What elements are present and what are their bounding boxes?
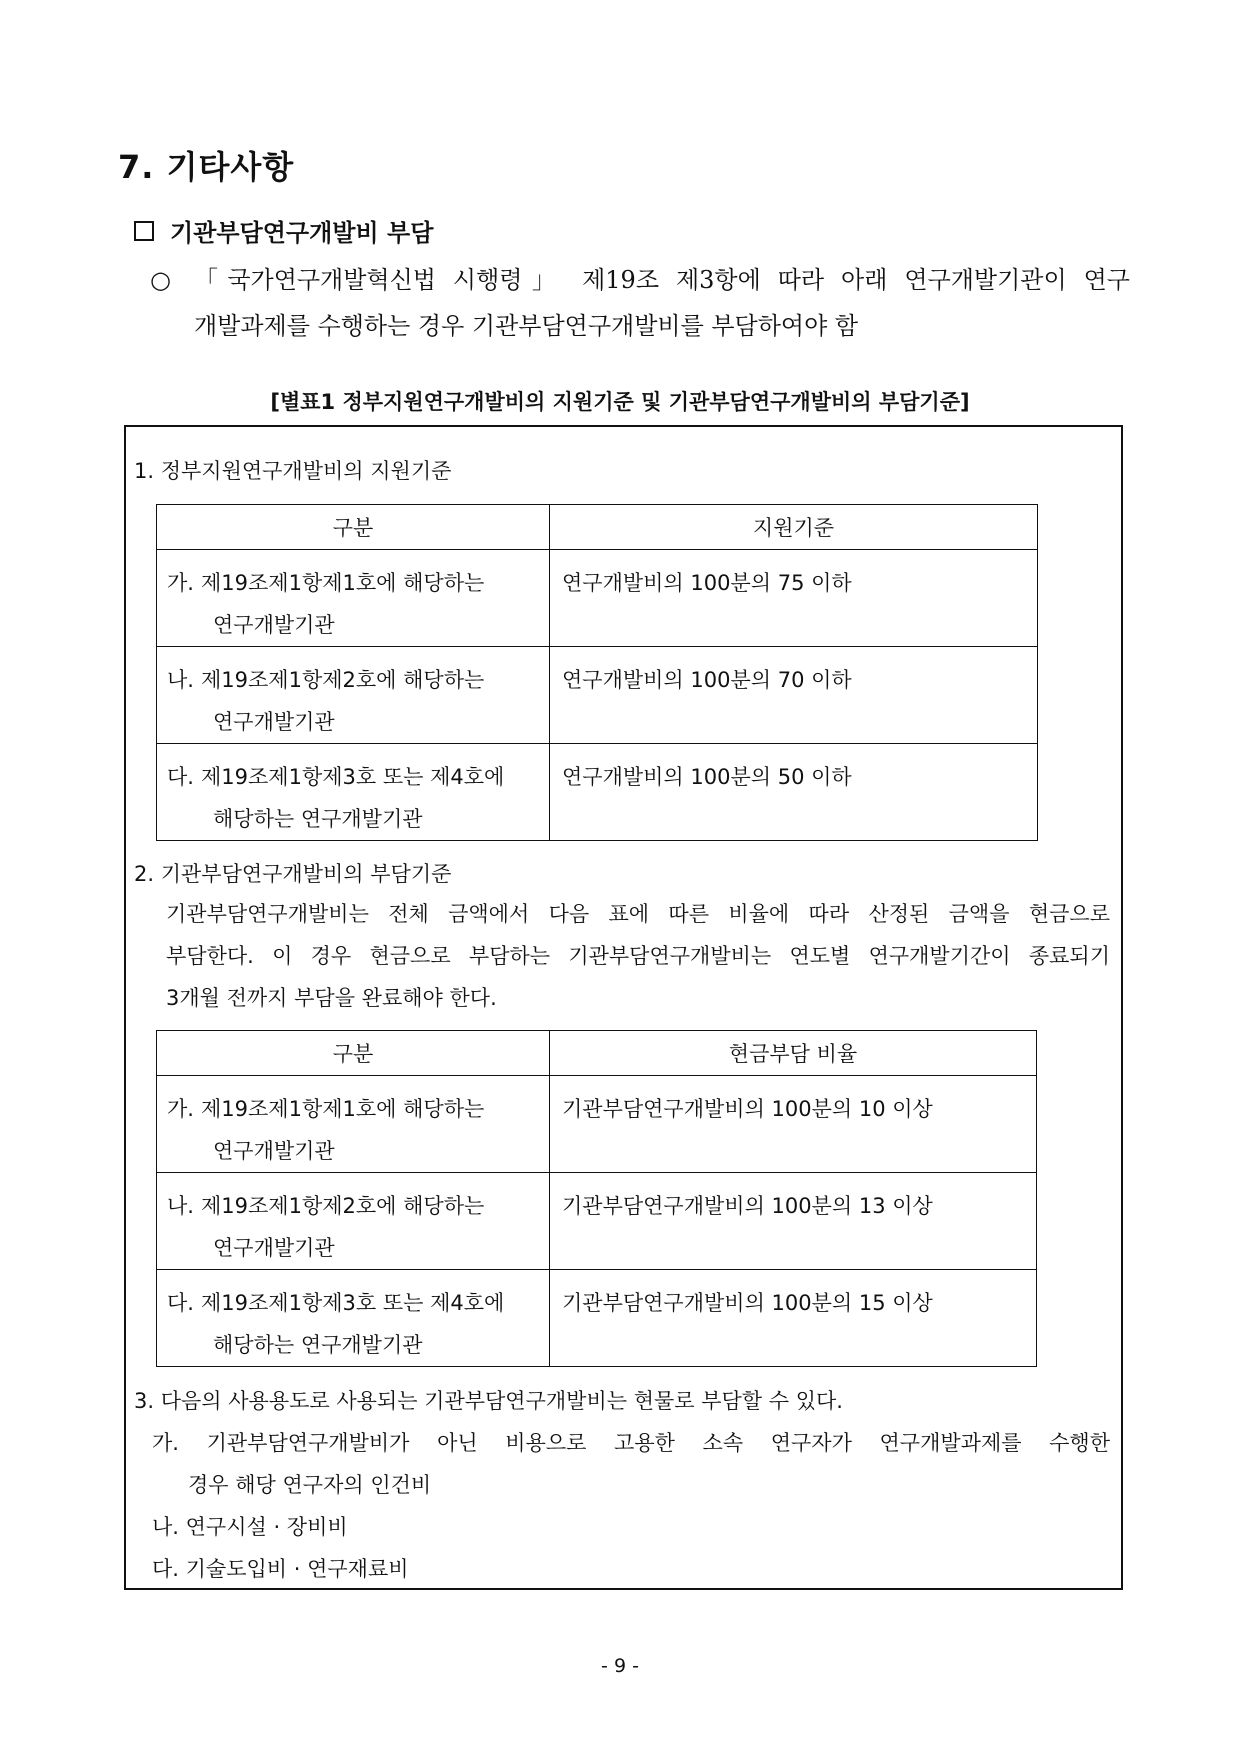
table-row: [157, 647, 1038, 744]
row-category-line1: 제19조제1항제2호에 해당하는: [201, 668, 485, 692]
section3-item-a-line1: 가. 기관부담연구개발비가 아닌 비용으로 고용한 소속 연구자가 연구개발과제를 수행한: [152, 1431, 1110, 1455]
row-prefix: 다.: [167, 765, 194, 789]
row-category-line2: 해당하는 연구개발기관: [213, 807, 423, 831]
intro-paragraph: [150, 257, 1130, 349]
section2-heading: 2. 기관부담연구개발비의 부담기준: [134, 862, 452, 886]
row-prefix: 나.: [167, 668, 194, 692]
row-value: 기관부담연구개발비의 100분의 13 이상: [562, 1194, 933, 1218]
row-category-line2: 해당하는 연구개발기관: [213, 1333, 423, 1357]
subsection-title: 기관부담연구개발비 부담: [170, 219, 434, 247]
column-header: 구분: [157, 505, 550, 550]
row-value: 연구개발비의 100분의 50 이하: [562, 765, 852, 789]
table-row: [157, 1270, 1037, 1367]
row-category-line2: 연구개발기관: [213, 1139, 335, 1163]
row-category-line2: 연구개발기관: [213, 613, 335, 637]
row-prefix: 가.: [167, 571, 194, 595]
table-header-row: [157, 505, 1038, 550]
row-category-line1: 제19조제1항제3호 또는 제4호에: [201, 765, 505, 789]
section2-para-line3: 3개월 전까지 부담을 완료해야 한다.: [166, 986, 497, 1010]
row-value: 연구개발비의 100분의 75 이하: [562, 571, 852, 595]
section-title: 7. 기타사항: [118, 148, 295, 186]
column-header: 구분: [157, 1031, 550, 1076]
table-header-row: [157, 1031, 1037, 1076]
section1-heading: 1. 정부지원연구개발비의 지원기준: [134, 459, 452, 483]
row-category-line1: 제19조제1항제1호에 해당하는: [201, 571, 485, 595]
column-header: 지원기준: [550, 505, 1038, 550]
column-header: 현금부담 비율: [550, 1031, 1037, 1076]
row-category-line1: 제19조제1항제1호에 해당하는: [201, 1097, 485, 1121]
section3-heading: 3. 다음의 사용용도로 사용되는 기관부담연구개발비는 현물로 부담할 수 있다.: [134, 1389, 843, 1413]
section3-item-a-line2: 경우 해당 연구자의 인건비: [188, 1473, 432, 1497]
section3-item-b: 나. 연구시설 · 장비비: [152, 1515, 348, 1539]
table-row: [157, 550, 1038, 647]
row-value: 기관부담연구개발비의 100분의 15 이상: [562, 1291, 933, 1315]
row-category-line1: 제19조제1항제2호에 해당하는: [201, 1194, 485, 1218]
row-category-line2: 연구개발기관: [213, 1236, 335, 1260]
table-row: [157, 1173, 1037, 1270]
subsection-heading: [134, 213, 433, 248]
cash-ratio-table: [156, 1030, 1037, 1367]
page-number: - 9 -: [601, 1655, 639, 1677]
intro-line-1: 「국가연구개발혁신법 시행령」 제19조 제3항에 따라 아래 연구개발기관이 연구: [194, 266, 1130, 294]
section3-item-c: 다. 기술도입비 · 연구재료비: [152, 1557, 409, 1581]
intro-line-2: 개발과제를 수행하는 경우 기관부담연구개발비를 부담하여야 함: [194, 312, 859, 340]
row-value: 연구개발비의 100분의 70 이하: [562, 668, 852, 692]
row-prefix: 가.: [167, 1097, 194, 1121]
section2-paragraph: [166, 893, 1110, 1019]
table-row: [157, 1076, 1037, 1173]
row-prefix: 나.: [167, 1194, 194, 1218]
row-value: 기관부담연구개발비의 100분의 10 이상: [562, 1097, 933, 1121]
table-caption: [별표1 정부지원연구개발비의 지원기준 및 기관부담연구개발비의 부담기준]: [270, 390, 970, 414]
support-criteria-table: [156, 504, 1038, 841]
bullet-circle-icon: ○: [150, 266, 171, 294]
row-category-line1: 제19조제1항제3호 또는 제4호에: [201, 1291, 505, 1315]
section2-para-line1: 기관부담연구개발비는 전체 금액에서 다음 표에 따른 비율에 따라 산정된 금액을 현금으로: [166, 902, 1110, 926]
checkbox-square-icon: [134, 221, 154, 241]
row-prefix: 다.: [167, 1291, 194, 1315]
table-row: [157, 744, 1038, 841]
row-category-line2: 연구개발기관: [213, 710, 335, 734]
section2-para-line2: 부담한다. 이 경우 현금으로 부담하는 기관부담연구개발비는 연도별 연구개발기간이 종료되기: [166, 944, 1110, 968]
